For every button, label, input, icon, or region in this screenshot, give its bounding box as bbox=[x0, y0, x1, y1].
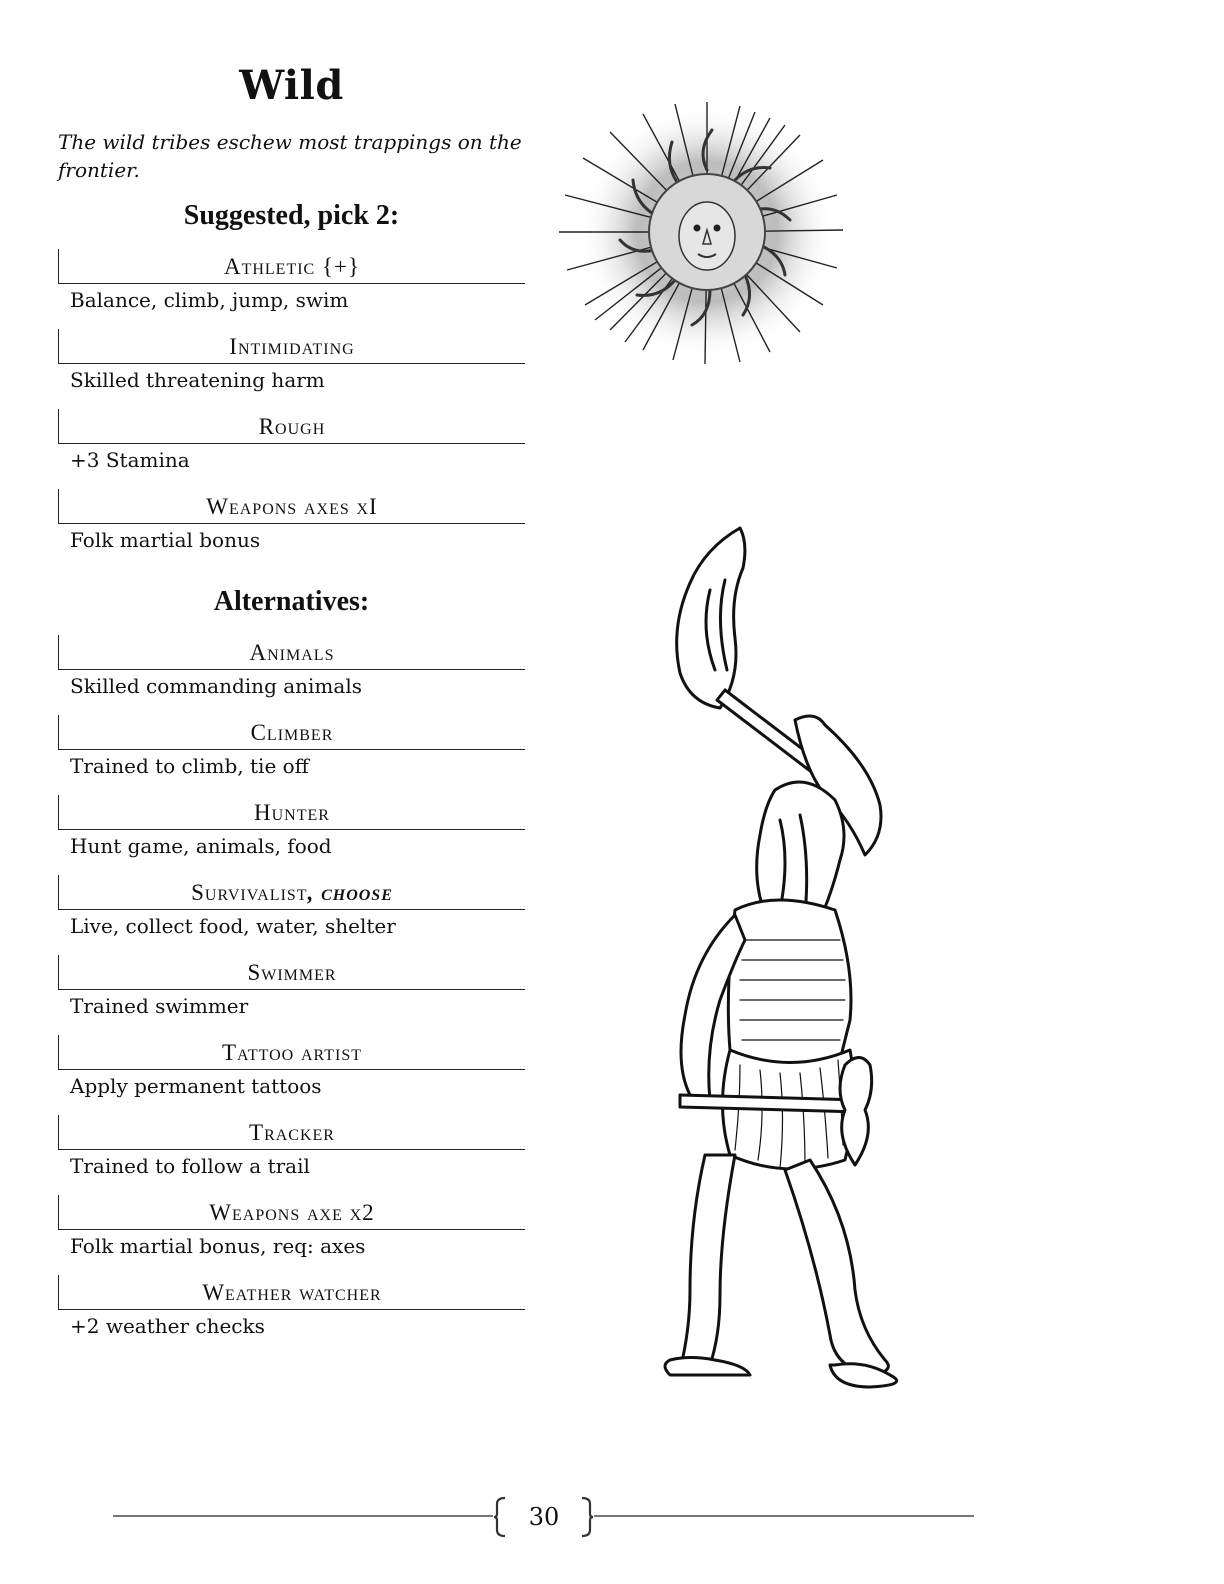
trait-option: , choose bbox=[307, 880, 393, 905]
trait-entry bbox=[58, 409, 525, 489]
trait-desc: +2 weather checks bbox=[70, 1314, 265, 1338]
trait-entry bbox=[58, 875, 525, 955]
trait-desc: Folk martial bonus bbox=[70, 528, 261, 552]
sun-face-illustration bbox=[555, 100, 845, 365]
trait-entry bbox=[58, 955, 525, 1035]
trait-desc: Live, collect food, water, shelter bbox=[70, 914, 396, 938]
trait-name: Athletic {+} bbox=[223, 254, 361, 279]
trait-entry bbox=[58, 1195, 525, 1275]
trait-entry bbox=[58, 329, 525, 409]
trait-entry bbox=[58, 715, 525, 795]
trait-desc: +3 Stamina bbox=[70, 448, 190, 472]
trait-name: Weapons axe x2 bbox=[209, 1200, 375, 1225]
trait-name: Hunter bbox=[254, 800, 330, 825]
trait-desc: Skilled commanding animals bbox=[70, 674, 362, 698]
trait-entry bbox=[58, 1035, 525, 1115]
trait-entry bbox=[58, 489, 525, 569]
suggested-heading: Suggested, pick 2: bbox=[183, 200, 400, 231]
trait-desc: Trained to climb, tie off bbox=[70, 754, 309, 778]
trait-entry bbox=[58, 635, 525, 715]
trait-name: Swimmer bbox=[247, 960, 337, 985]
trait-name: Survivalist, choose bbox=[191, 880, 393, 905]
trait-desc: Trained to follow a trail bbox=[70, 1154, 310, 1178]
trait-name: Weapons axes xI bbox=[206, 494, 378, 519]
trait-desc: Balance, climb, jump, swim bbox=[70, 288, 349, 312]
trait-desc: Folk martial bonus, req: axes bbox=[70, 1234, 366, 1258]
trait-name: Intimidating bbox=[229, 334, 355, 359]
trait-desc: Skilled threatening harm bbox=[70, 368, 325, 392]
trait-name: Weather watcher bbox=[202, 1280, 382, 1305]
wild-tribesman-with-torch-illustration bbox=[640, 520, 940, 1390]
trait-entry bbox=[58, 1115, 525, 1195]
trait-desc: Trained swimmer bbox=[70, 994, 249, 1018]
trait-name: Animals bbox=[249, 640, 335, 665]
page-number: 30 bbox=[528, 1503, 560, 1531]
footer-rule-right bbox=[594, 1515, 974, 1517]
page-title: Wild bbox=[239, 62, 344, 109]
alternatives-heading: Alternatives: bbox=[213, 586, 370, 617]
trait-desc: Hunt game, animals, food bbox=[70, 834, 332, 858]
trait-name: Tracker bbox=[249, 1120, 335, 1145]
trait-entry bbox=[58, 1275, 525, 1355]
footer-rule-left bbox=[113, 1515, 493, 1517]
trait-desc: Apply permanent tattoos bbox=[70, 1074, 322, 1098]
trait-name: Rough bbox=[258, 414, 326, 439]
trait-entry bbox=[58, 249, 525, 329]
trait-name: Climber bbox=[250, 720, 334, 745]
trait-entry bbox=[58, 795, 525, 875]
intro-text: The wild tribes eschew most trappings on the frontier. bbox=[58, 130, 522, 182]
trait-name: Tattoo artist bbox=[222, 1040, 362, 1065]
